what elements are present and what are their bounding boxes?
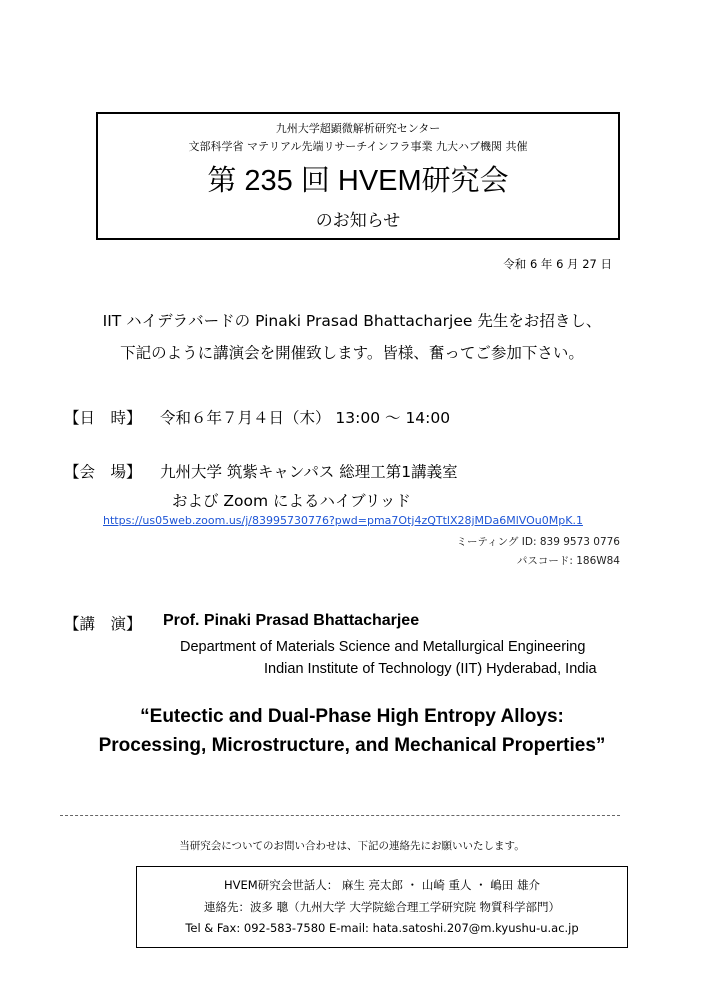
page-subtitle: のお知らせ	[315, 211, 401, 231]
talk-title-line-1: “Eutectic and Dual-Phase High Entropy Alloys:	[140, 706, 564, 727]
talk-title-line-2: Processing, Microstructure, and Mechanical Properties”	[98, 735, 606, 756]
tel-email: Tel & Fax: 092-583-7580 E-mail: hata.satoshi.207@m.kyushu-u.ac.jp	[185, 921, 579, 935]
speaker-department: Department of Materials Science and Metallurgical Engineering	[180, 639, 586, 655]
header-box	[96, 112, 620, 240]
schedule-label: 【日 時】	[64, 409, 142, 427]
contact-box	[136, 866, 628, 948]
intro-line-2: 下記のように講演会を開催致します。皆様、奮ってご参加下さい。	[120, 344, 584, 362]
organizer-line-2: 文部科学省 マテリアル先端リサーチインフラ事業 九大ハブ機関 共催	[188, 140, 528, 153]
venue-label: 【会 場】	[64, 463, 142, 481]
schedule-value: 令和６年７月４日（木） 13:00 ～ 14:00	[160, 409, 451, 427]
intro-line-1: IIT ハイデラバードの Pinaki Prasad Bhattacharjee 先生をお招きし、	[102, 312, 602, 330]
venue-value: 九州大学 筑紫キャンパス 総理工第1講義室	[160, 463, 458, 481]
dashed-divider	[60, 815, 620, 816]
issue-date: 令和 6 年 6 月 27 日	[503, 257, 612, 271]
meeting-passcode: パスコード: 186W84	[516, 555, 620, 567]
meeting-id: ミーティング ID: 839 9573 0776	[456, 536, 620, 548]
contact-note: 当研究会についてのお問い合わせは、下記の連絡先にお願いいたします。	[179, 840, 525, 852]
venue-hybrid: および Zoom によるハイブリッド	[172, 492, 411, 510]
organizers: HVEM研究会世話人： 麻生 亮太郎 ・ 山崎 重人 ・ 嶋田 雄介	[224, 878, 540, 892]
contact-person: 連絡先：波多 聰（九州大学 大学院総合理工学研究院 物質科学部門）	[204, 900, 560, 914]
zoom-link[interactable]: https://us05web.zoom.us/j/83995730776?pwd=pma7Otj4zQTtlX28jMDa6MlVOu0MpK.1	[103, 514, 583, 527]
speaker-institution: Indian Institute of Technology (IIT) Hyderabad, India	[264, 661, 597, 677]
lecture-label: 【講 演】	[64, 615, 142, 633]
speaker-name: Prof. Pinaki Prasad Bhattacharjee	[163, 612, 420, 629]
page-title: 第 235 回 HVEM研究会	[207, 165, 509, 197]
organizer-line-1: 九州大学超顕微解析研究センター	[275, 122, 441, 135]
